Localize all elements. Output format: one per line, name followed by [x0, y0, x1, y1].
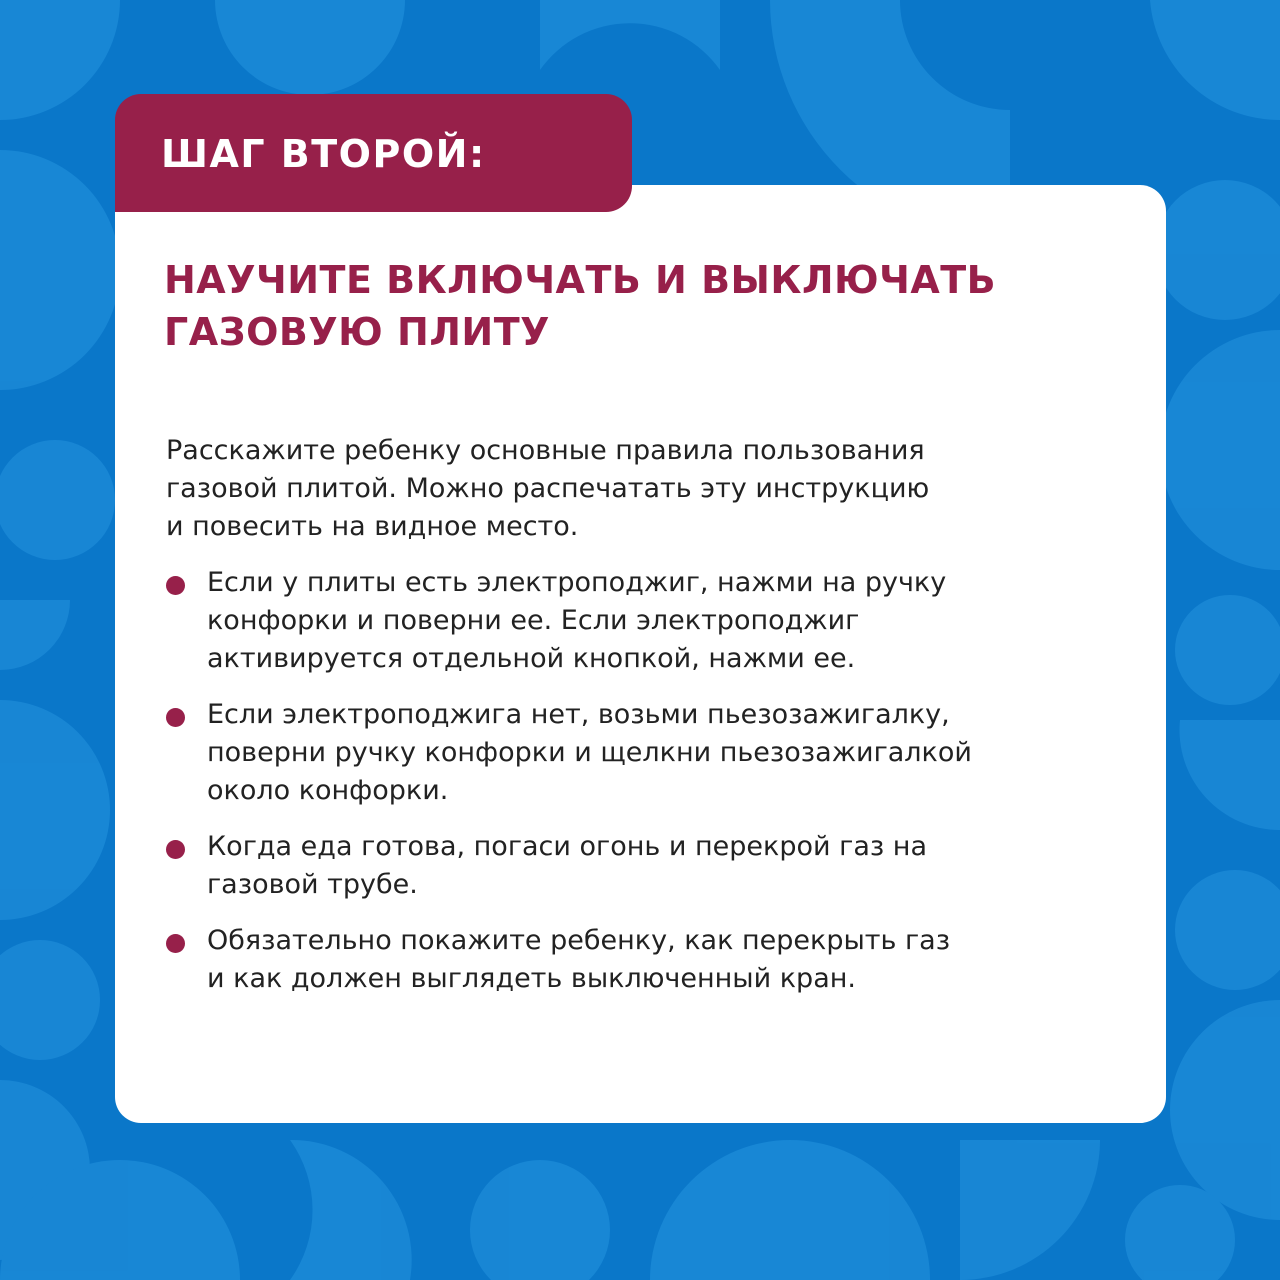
bullet-dot-icon — [166, 708, 185, 727]
intro-line: газовой плитой. Можно распечатать эту инструкцию — [166, 473, 930, 504]
list-item-line: конфорки и поверни ее. Если электроподжиг — [207, 605, 860, 636]
list-item-text — [207, 564, 1086, 678]
list-item-line: Когда еда готова, погаси огонь и перекрой газ на — [207, 831, 928, 862]
intro-paragraph — [166, 432, 1086, 546]
list-item-line: поверни ручку конфорки и щелкни пьезозажигалкой — [207, 737, 972, 768]
list-item — [166, 564, 1086, 678]
list-item-text — [207, 828, 1086, 904]
list-item-line: газовой трубе. — [207, 869, 418, 900]
list-item-line: около конфорки. — [207, 775, 449, 806]
headline-line: ГАЗОВУЮ ПЛИТУ — [164, 310, 550, 354]
list-item-text — [207, 922, 1086, 998]
list-item — [166, 922, 1086, 998]
step-tab-label: ШАГ ВТОРОЙ: — [115, 94, 632, 212]
bullet-dot-icon — [166, 576, 185, 595]
bullet-dot-icon — [166, 934, 185, 953]
headline-line: НАУЧИТЕ ВКЛЮЧАТЬ И ВЫКЛЮЧАТЬ — [164, 258, 997, 302]
list-item-line: Обязательно покажите ребенку, как перекрыть газ — [207, 925, 951, 956]
list-item-line: Если электроподжига нет, возьми пьезозажигалку, — [207, 699, 950, 730]
list-item-line: активируется отдельной кнопкой, нажми ее. — [207, 643, 856, 674]
list-item-line: и как должен выглядеть выключенный кран. — [207, 963, 856, 994]
intro-line: и повесить на видное место. — [166, 511, 579, 542]
intro-line: Расскажите ребенку основные правила пользования — [166, 435, 925, 466]
list-item-line: Если у плиты есть электроподжиг, нажми на ручку — [207, 567, 947, 598]
headline — [164, 254, 1124, 358]
list-item-text — [207, 696, 1086, 810]
list-item — [166, 828, 1086, 904]
instruction-list — [166, 564, 1086, 1016]
bullet-dot-icon — [166, 840, 185, 859]
list-item — [166, 696, 1086, 810]
